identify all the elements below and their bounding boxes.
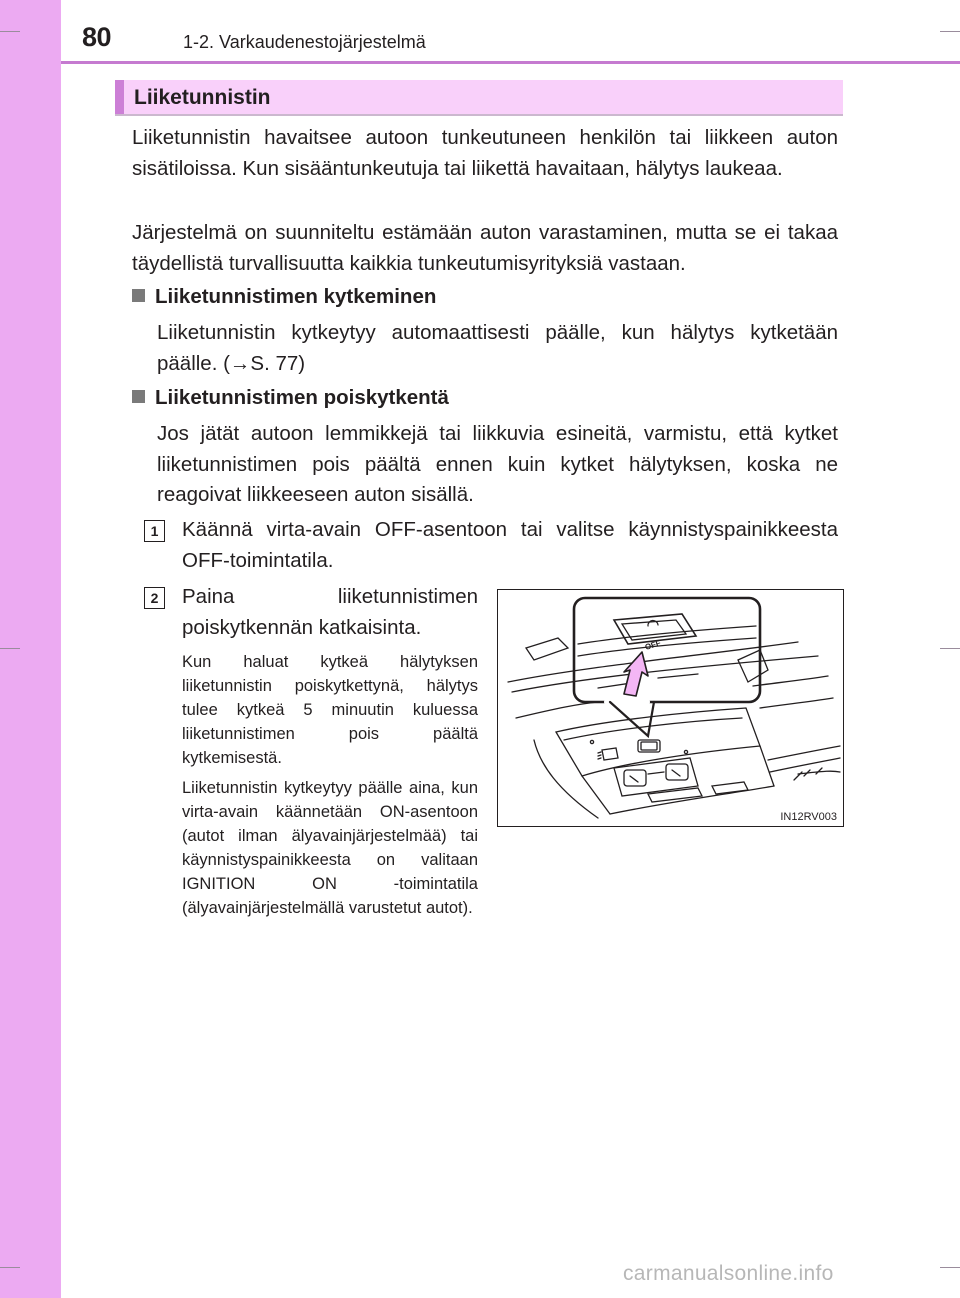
figure-code: IN12RV003 [780, 811, 837, 823]
section-title-bar [115, 80, 843, 114]
subsection-heading-activation [132, 285, 436, 309]
section-accent-mark [115, 80, 124, 114]
deactivation-text: Jos jätät autoon lemmikkejä tai liikkuvia esineitä, varmistu, että kytket liiketunnistimen pois päältä ennen kuin kytket hälytyksen, koska ne reagoivat liikkeeseen auton sisällä. [157, 422, 838, 506]
square-bullet-icon [132, 289, 145, 302]
intro-paragraph-1: Liiketunnistin havaitsee autoon tunkeutuneen henkilön tai liikkeen auton sisätiloissa. Kun sisääntunkeutuja tai liikettä havaitaan, hälytys laukeaa. [132, 126, 838, 180]
square-bullet-icon [132, 390, 145, 403]
page-number: 80 [82, 22, 112, 52]
step-1-text: Käännä virta-avain OFF-asentoon tai valitse käynnistyspainikkeesta OFF-toimintatila. [182, 518, 838, 572]
subsection-heading-text: Liiketunnistimen kytkeminen [155, 285, 437, 308]
activation-text: Liiketunnistin kytkeytyy automaattisesti päälle, kun hälytys kytketään päälle. (→S. 77) [157, 321, 838, 375]
crop-mark [940, 1267, 960, 1268]
crop-mark [0, 1267, 20, 1268]
step-number-box: 1 [144, 520, 165, 542]
crop-mark [940, 31, 960, 32]
overhead-console-illustration [497, 589, 844, 827]
note-paragraph: Liiketunnistin kytkeytyy päälle aina, kun virta-avain käännetään ON-asentoon (autot ilman älyavainjärjestelmää) tai käynnistyspainikkeesta on valitaan IGNITION ON -toimintatila (älyavainjärjestelmällä varustetut autot). [182, 779, 478, 917]
step-number-box: 2 [144, 587, 165, 609]
header-rule [61, 61, 960, 64]
section-underline [115, 114, 843, 116]
side-color-strip [0, 0, 61, 1298]
crop-mark [940, 648, 960, 649]
section-title: Liiketunnistin [134, 86, 271, 109]
off-button-label: OFF [643, 638, 662, 652]
intro-paragraph-2: Järjestelmä on suunniteltu estämään auton varastaminen, mutta se ei takaa täydellistä turvallisuutta kaikkia tunkeutumisyrityksiä vastaan. [132, 221, 838, 275]
watermark: carmanualsonline.info [623, 1262, 834, 1285]
crop-mark [0, 648, 20, 649]
crop-mark [0, 31, 20, 32]
console-line-drawing [498, 590, 843, 826]
step-2-text: Paina liiketunnistimen poiskytkennän katkaisinta. [182, 585, 478, 639]
subsection-heading-deactivation [132, 386, 449, 410]
note-paragraph: Kun haluat kytkeä hälytyksen liiketunnistin poiskytkettynä, hälytys tulee kytkeä 5 minuutin kuluessa liiketunnistimen pois päältä kytkemisestä. [182, 653, 478, 767]
subsection-heading-text: Liiketunnistimen poiskytkentä [155, 386, 449, 409]
chapter-title: 1-2. Varkaudenestojärjestelmä [183, 32, 426, 52]
